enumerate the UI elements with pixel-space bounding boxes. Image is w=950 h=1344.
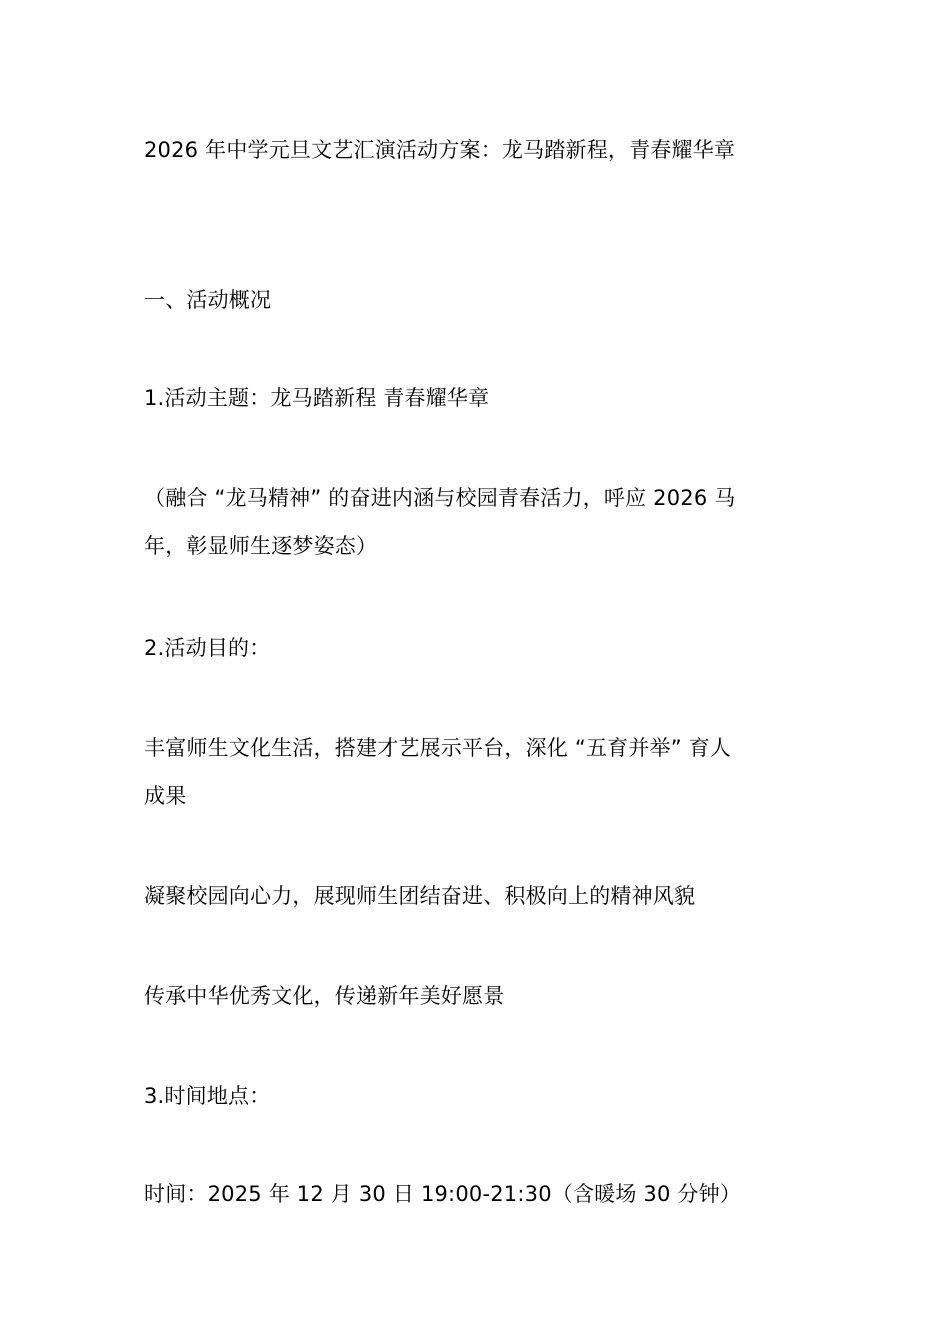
theme-note-line-1: （融合 “龙马精神” 的奋进内涵与校园青春活力，呼应 2026 马 — [144, 486, 736, 510]
theme-note-line-2: 年，彰显师生逐梦姿态） — [144, 534, 378, 558]
event-time: 时间：2025 年 12 月 30 日 19:00-21:30（含暖场 30 分钟） — [144, 1182, 742, 1206]
document-title: 2026 年中学元旦文艺汇演活动方案：龙马踏新程，青春耀华章 — [144, 138, 736, 162]
purpose-item-1-line-2: 成果 — [144, 784, 187, 808]
purpose-item-2: 凝聚校园向心力，展现师生团结奋进、积极向上的精神风貌 — [144, 884, 696, 908]
activity-theme: 1.活动主题：龙马踏新程 青春耀华章 — [144, 386, 490, 410]
activity-purpose-heading: 2.活动目的： — [144, 636, 271, 660]
purpose-item-1-line-1: 丰富师生文化生活，搭建才艺展示平台，深化 “五育并举” 育人 — [144, 736, 732, 760]
time-location-heading: 3.时间地点： — [144, 1084, 271, 1108]
purpose-item-3: 传承中华优秀文化，传递新年美好愿景 — [144, 984, 505, 1008]
section-heading-overview: 一、活动概况 — [144, 288, 272, 312]
